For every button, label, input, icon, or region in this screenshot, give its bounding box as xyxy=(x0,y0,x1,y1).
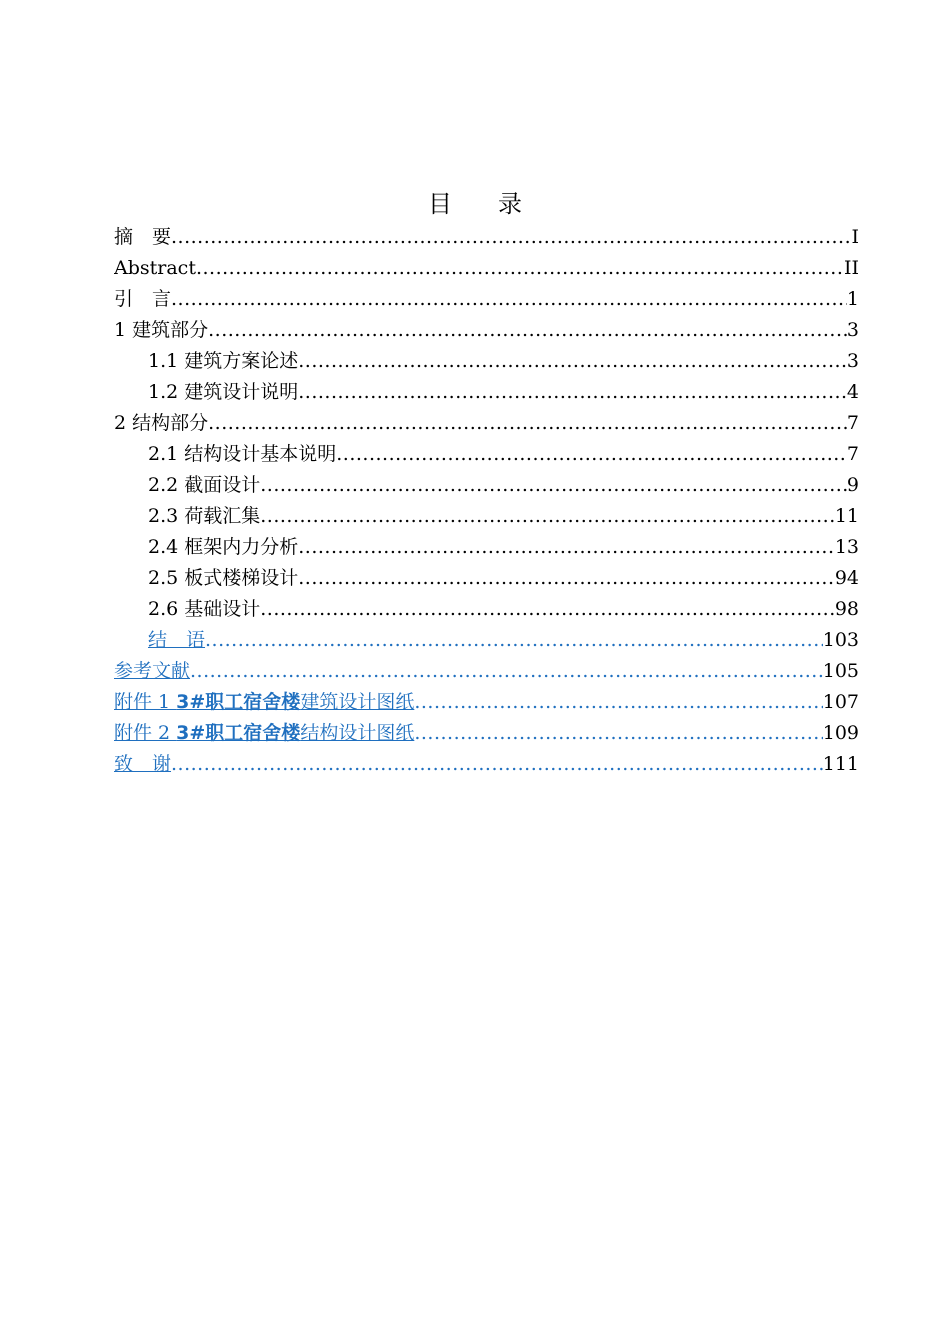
toc-entry-label-prefix: 附件 1 xyxy=(114,691,177,713)
toc-entry-label xyxy=(114,718,414,749)
toc-link-appendix-2[interactable] xyxy=(114,718,859,749)
toc-entry-section-2-1[interactable] xyxy=(114,439,859,470)
toc-entry-label: 1.2 建筑设计说明 xyxy=(148,381,299,403)
toc-entry-label: 2 结构部分 xyxy=(114,412,209,434)
dot-leader xyxy=(171,284,847,315)
toc-entry-page: 3 xyxy=(846,350,859,372)
toc-entry-section-2-6[interactable] xyxy=(114,594,859,625)
toc-entry-page: 107 xyxy=(822,691,859,713)
toc-entry-label-building: 3#职工宿舍楼 xyxy=(176,722,301,744)
toc-entry-label-suffix: 结构设计图纸 xyxy=(300,722,415,744)
toc-entry-label: 2.6 基础设计 xyxy=(148,598,261,620)
toc-entry-label: 结 语 xyxy=(148,629,206,651)
toc-entry-page: 7 xyxy=(846,443,859,465)
toc-entry-label: 2.2 截面设计 xyxy=(148,474,261,496)
dot-leader xyxy=(205,625,823,656)
toc-entry-page: 111 xyxy=(822,753,859,775)
toc-entry-section-2-2[interactable] xyxy=(114,470,859,501)
toc-title-char-2: 录 xyxy=(498,190,522,218)
toc-entry-section-1-2[interactable] xyxy=(114,377,859,408)
toc-entry-page: 103 xyxy=(822,629,859,651)
toc-entry-page: 4 xyxy=(846,381,859,403)
toc-entry-page: 1 xyxy=(846,288,859,310)
toc-entry-page: 7 xyxy=(846,412,859,434)
toc-link-conclusion[interactable] xyxy=(114,625,859,656)
toc-entry-page: 9 xyxy=(846,474,859,496)
toc-entry-label: 2.4 框架内力分析 xyxy=(148,536,299,558)
dot-leader xyxy=(190,656,823,687)
dot-leader xyxy=(298,377,847,408)
toc-entry-page: 94 xyxy=(834,567,859,589)
toc-entry-label: Abstract xyxy=(114,257,196,279)
toc-entry-section-1-1[interactable] xyxy=(114,346,859,377)
toc-title xyxy=(0,186,950,222)
toc-entry-page: 105 xyxy=(822,660,859,682)
toc-entry-label-prefix: 附件 2 xyxy=(114,722,177,744)
dot-leader xyxy=(196,253,844,284)
dot-leader xyxy=(414,718,822,749)
toc-entry-section-2-4[interactable] xyxy=(114,532,859,563)
toc-entry-page: 11 xyxy=(834,505,859,527)
toc-entry-page: 13 xyxy=(834,536,859,558)
dot-leader xyxy=(171,749,823,780)
toc-entry-label: 参考文献 xyxy=(114,660,191,682)
toc-entry-label-suffix: 建筑设计图纸 xyxy=(300,691,415,713)
toc-entry-abstract-cn[interactable] xyxy=(114,222,859,253)
dot-leader xyxy=(336,439,847,470)
toc-entry-section-2-5[interactable] xyxy=(114,563,859,594)
dot-leader xyxy=(260,470,847,501)
toc-entry-page: 109 xyxy=(822,722,859,744)
toc-entry-chapter-2[interactable] xyxy=(114,408,859,439)
toc-list xyxy=(114,222,859,780)
toc-entry-abstract-en[interactable] xyxy=(114,253,859,284)
toc-entry-label xyxy=(114,687,414,718)
toc-entry-label: 致 谢 xyxy=(114,753,172,775)
toc-entry-label: 2.5 板式楼梯设计 xyxy=(148,567,299,589)
dot-leader xyxy=(298,563,835,594)
toc-entry-page: I xyxy=(851,226,859,248)
toc-link-acknowledgements[interactable] xyxy=(114,749,859,780)
toc-entry-label: 2.3 荷载汇集 xyxy=(148,505,261,527)
toc-entry-label: 2.1 结构设计基本说明 xyxy=(148,443,337,465)
toc-entry-label: 摘 要 xyxy=(114,226,172,248)
dot-leader xyxy=(208,315,847,346)
dot-leader xyxy=(260,501,835,532)
toc-entry-label: 引 言 xyxy=(114,288,172,310)
toc-entry-introduction[interactable] xyxy=(114,284,859,315)
toc-entry-page: 98 xyxy=(834,598,859,620)
toc-entry-label-building: 3#职工宿舍楼 xyxy=(176,691,301,713)
dot-leader xyxy=(298,346,847,377)
toc-entry-section-2-3[interactable] xyxy=(114,501,859,532)
dot-leader xyxy=(298,532,835,563)
dot-leader xyxy=(414,687,822,718)
toc-entry-page: 3 xyxy=(846,319,859,341)
toc-link-appendix-1[interactable] xyxy=(114,687,859,718)
dot-leader xyxy=(260,594,835,625)
dot-leader xyxy=(208,408,847,439)
toc-title-char-1: 目 xyxy=(428,190,452,218)
toc-link-references[interactable] xyxy=(114,656,859,687)
toc-entry-label: 1.1 建筑方案论述 xyxy=(148,350,299,372)
toc-entry-page: II xyxy=(843,257,859,279)
toc-entry-chapter-1[interactable] xyxy=(114,315,859,346)
dot-leader xyxy=(171,222,851,253)
toc-entry-label: 1 建筑部分 xyxy=(114,319,209,341)
